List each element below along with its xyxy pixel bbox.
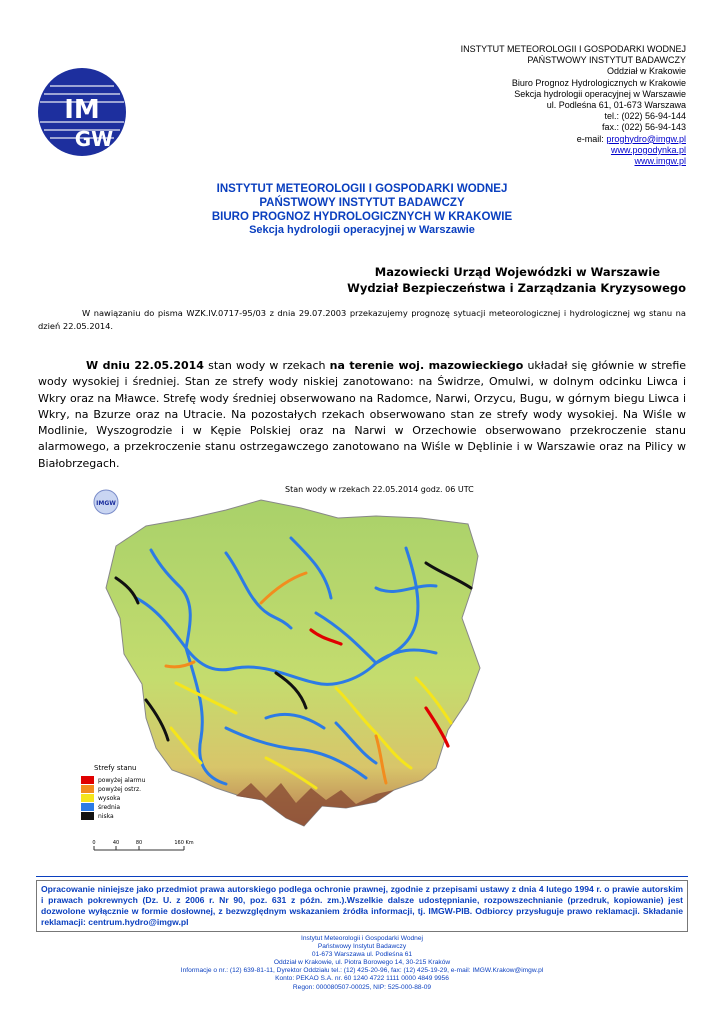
recipient-line-2: Wydział Bezpieczeństwa i Zarządzania Kryzysowego [347,281,686,295]
river-map [76,478,516,858]
header-line-3: BIURO PROGNOZ HYDROLOGICZNYCH W KRAKOWIE [211,210,513,223]
imgw-logo [36,66,128,158]
address-line: Sekcja hydrologii operacyjnej w Warszawie [514,88,686,99]
address-line: INSTYTUT METEOROLOGII I GOSPODARKI WODNEJ [460,44,686,54]
footer-line: Regon: 000080507-00025, NIP: 525-000-88-09 [292,983,432,991]
map-title: Stan wody w rzekach 22.05.2014 godz. 06 UTC [285,485,474,494]
footer-line: Państwowy Instytut Badawczy [317,943,407,951]
scale-bar [92,840,193,850]
svg-text:IMGW: IMGW [96,500,116,507]
svg-text:0: 0 [92,840,96,846]
header-line-1: INSTYTUT METEOROLOGII I GOSPODARKI WODNEJ [216,183,508,195]
main-text-1: stan wody w rzekach [203,359,330,372]
address-line: PAŃSTWOWY INSTYTUT BADAWCZY [527,55,686,66]
footer-line: Oddział w Krakowie, ul. Piotra Borowego 14, 30-215 Kraków [273,959,451,967]
legend-label: niska [98,813,114,820]
svg-text:160 Km: 160 Km [174,840,194,846]
recipient-line-1: Mazowiecki Urząd Wojewódzki w Warszawie [374,265,660,279]
header-line-2: PAŃSTWOWY INSTYTUT BADAWCZY [259,196,465,209]
email-line [356,134,686,145]
footer-separator [36,876,688,877]
logo-text-bottom: GW [74,127,114,151]
logo-text-top: IM [64,95,100,125]
footer-contact [0,935,724,992]
legend-label: powyżej alarmu [98,777,146,784]
map-legend [81,764,146,820]
intro-paragraph: W nawiązaniu do pisma WZK.IV.0717-95/03 z dnia 29.07.2003 przekazujemy prognozę sytuacji meteorologicznej i hydrologicznej wg stanu na dzień 22.05.2014. [38,308,686,331]
footer-line: 01-673 Warszawa ul. Podleśna 61 [311,951,413,959]
address-line: tel.: (022) 56-94-144 [604,111,686,122]
region-bold: na terenie woj. mazowieckiego [329,359,524,372]
main-paragraph [38,358,686,472]
footer-line: Konto: PEKAO S.A. nr. 60 1240 4722 1111 0000 4849 9956 [275,975,449,983]
svg-text:80: 80 [135,840,143,846]
svg-text:40: 40 [112,840,120,846]
copyright-notice: Opracowanie niniejsze jako przedmiot prawa autorskiego podlega ochronie prawnej, zgodnie z przepisami ustawy z dnia 4 lutego 1994 r. o prawie autorskim i prawach pokrewnych (Dz. U. z 2006 r. Nr 90, poz. 631 z późn. zm.).Wszelkie dalsze udostępnianie, rozpowszechnianie (przedruk, kopiowanie) jest dozwolone wyłącznie w formie dosłownej, z bezwzględnym wskazaniem źródła informacji, tj. IMGW-PIB. Odbiorcy przysługuje prawo reklamacji. Składanie reklamacji: centrum.hydro@imgw.pl [36,880,688,932]
institution-header [0,183,724,238]
header-line-4: Sekcja hydrologii operacyjnej w Warszawie [249,224,475,237]
legend-label: powyżej ostrz. [98,786,142,793]
address-line: Biuro Prognoz Hydrologicznych w Krakowie [511,77,686,88]
address-line: ul. Podleśna 61, 01-673 Warszawa [546,100,686,111]
email-link[interactable]: proghydro@imgw.pl [606,133,686,144]
address-line: fax.: (022) 56-94-143 [601,122,686,133]
legend-label: wysoka [98,795,121,802]
pogodynka-link[interactable]: www.pogodynka.pl [610,144,686,155]
footer-line: Instytut Meteorologii i Gospodarki Wodnej [301,935,423,942]
imgw-badge-icon [94,490,118,514]
address-line: Oddział w Krakowie [606,66,686,77]
address-block [356,44,686,167]
legend-label: średnia [98,804,121,811]
poland-outline [106,500,480,826]
legend-title: Strefy stanu [94,764,137,772]
footer-line: Informacje o nr.: (12) 639-81-11, Dyrektor Oddziału tel.: (12) 425-20-96, fax: (12) 425-19-29, e-mail: IMGW.Krakow@imgw.pl [180,967,544,975]
date-bold: W dniu 22.05.2014 [86,359,204,372]
imgw-link[interactable]: www.imgw.pl [634,156,686,167]
main-text-2: układał się głównie w strefie wody wysokiej i średniej. Stan ze strefy wody niskiej zanotowano: na Świdrze, Omulwi, w dolnym odcinku Liwca i Wkry oraz na Mławce. Strefę wody średniej obserwowano na Radomce, Narwi, Orzycu, Bugu, w górnym biegu Liwca i Wkry, na Bzurze oraz na Utracie. Na pozostałych rzekach obserwowano stan ze strefy wody wysokiej. Na Wiśle w Modlinie, Wyszogrodzie i w Kępie Polskiej oraz na Narwi w Orzechowie obserwowano przekroczenie stanu alarmowego, a przekroczenie stanu ostrzegawczego zanotowano na Wiśle w Dęblinie i w Warszawie oraz na Pilicy w Białobrzegach. [38,359,687,470]
recipient [347,264,686,296]
email-label: e-mail: [576,133,607,144]
